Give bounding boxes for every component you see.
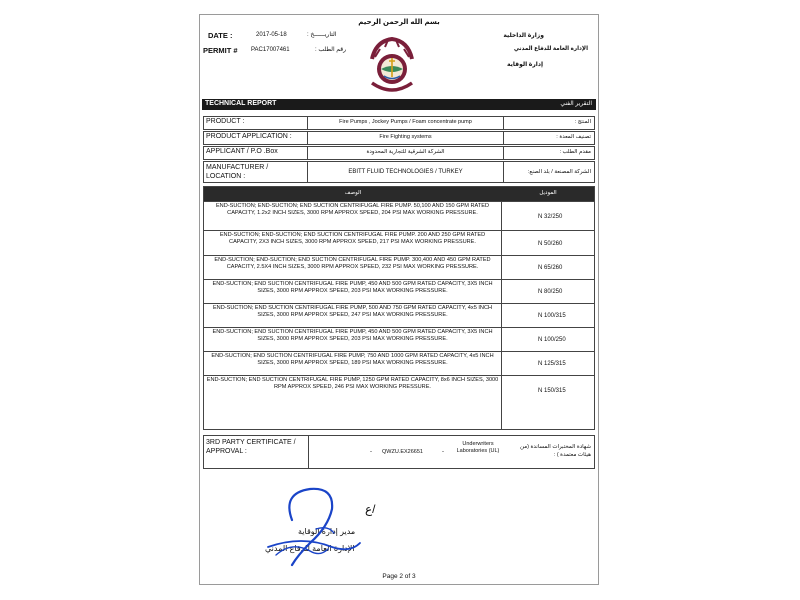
row-description: END-SUCTION; END-SUCTION; END SUCTION CENTRIFUGAL FIRE PUMP. 50,100 AND 150 GPM RATED CAPACITY, 1.2x2 INCH SIZES, 3000 RPM APPROX SPEED, 204 PSI MAX WORKING PRESSURE. bbox=[204, 202, 502, 231]
row-model: N 32/250 bbox=[538, 213, 563, 220]
table-row bbox=[204, 375, 594, 430]
technical-report-bar bbox=[202, 99, 596, 110]
row-description: END-SUCTION; END-SUCTION; END SUCTION CENTRIFUGAL FIRE PUMP. 300,400 AND 450 GPM RATED CAPACITY, 2.5X4 INCH SIZES, 3000 RPM APPROX SPEED, 232 PSI MAX WORKING PRESSURE. bbox=[204, 256, 502, 280]
third-party-label-ar: شهادة المختبرات المساندة (من هيئات معتمدة ) : bbox=[520, 444, 591, 458]
row-description: END-SUCTION; END SUCTION CENTRIFUGAL FIRE PUMP, 750 AND 1000 GPM RATED CAPACITY, 4x5 INCH SIZES, 3000 RPM APPROX SPEED, 189 PSI MAX WORKING PRESSURE. bbox=[204, 352, 502, 376]
info-label: PRODUCT : bbox=[204, 117, 308, 129]
table-row bbox=[204, 230, 594, 256]
page-number: Page 2 of 3 bbox=[382, 573, 416, 580]
info-value: Fire Pumps , Jockey Pumps / Foam concentrate pump bbox=[308, 117, 504, 129]
third-party-label: 3RD PARTY CERTIFICATE / APPROVAL : bbox=[206, 439, 296, 455]
dash: - bbox=[370, 449, 372, 455]
info-value: EBITT FLUID TECHNOLOGIES / TURKEY bbox=[308, 162, 504, 182]
products-table-header bbox=[204, 187, 594, 201]
ministry-line-2: الإدارة العامة للدفاع المدني bbox=[513, 46, 588, 52]
description-header: الوصف bbox=[344, 190, 362, 196]
row-model: N 100/315 bbox=[538, 313, 566, 319]
qatar-moi-logo bbox=[366, 27, 418, 97]
dash: - bbox=[442, 449, 444, 455]
info-label: APPLICANT / P.O .Box bbox=[204, 147, 308, 159]
row-model: N 65/260 bbox=[538, 265, 563, 271]
ministry-line-1: وزارة الداخلية bbox=[503, 33, 544, 39]
info-row-application bbox=[203, 131, 595, 145]
row-model: N 150/315 bbox=[538, 388, 566, 394]
date-label-ar: : التاريــــــخ bbox=[307, 32, 337, 38]
third-party-divider bbox=[308, 436, 309, 468]
permit-value: PAC17007461 bbox=[251, 47, 290, 53]
info-row-applicant bbox=[203, 146, 595, 160]
table-row bbox=[204, 327, 594, 352]
info-row-product bbox=[203, 116, 595, 130]
row-description: END-SUCTION; END SUCTION CENTRIFUGAL FIRE PUMP, 450 AND 500 GPM RATED CAPACITY, 3X5 INCH SIZES, 3000 RPM APPROX SPEED, 203 PSI MAX WORKING PRESSURE. bbox=[204, 280, 502, 304]
certificate-issuer: Underwriters Laboratories (UL) bbox=[456, 441, 500, 454]
model-header: الموديل bbox=[539, 190, 557, 196]
signatory-title: مدير إدارة الوقاية bbox=[298, 527, 356, 536]
table-row bbox=[204, 201, 594, 231]
row-description: END-SUCTION; END SUCTION CENTRIFUGAL FIRE PUMP, 500 AND 750 GPM RATED CAPACITY, 4x5 INCH SIZES, 3000 RPM APPROX SPEED, 247 PSI MAX WORKING PRESSURE. bbox=[204, 304, 502, 328]
row-model: N 80/250 bbox=[538, 289, 563, 295]
info-value: Fire Fighting systems bbox=[308, 132, 504, 144]
products-table bbox=[203, 186, 595, 430]
signature-mark: ع/ bbox=[365, 502, 376, 516]
info-row-manufacturer bbox=[203, 161, 595, 183]
info-label-ar: تصنيف المعدة : bbox=[556, 134, 591, 140]
info-label-ar: الشركة المصنعة / بلد الصنع: bbox=[527, 169, 591, 175]
permit-label: PERMIT # bbox=[203, 46, 238, 55]
document-page bbox=[199, 14, 599, 585]
table-row bbox=[204, 279, 594, 304]
info-label-ar: مقدم الطلب : bbox=[559, 149, 591, 155]
row-description: END-SUCTION; END SUCTION CENTRIFUGAL FIRE PUMP, 1250 GPM RATED CAPACITY, 8x6 INCH SIZES, 3000 RPM APPROX SPEED, 246 PSI MAX WORKING PRESSURE. bbox=[204, 376, 502, 430]
ministry-line-3: إدارة الوقاية bbox=[507, 62, 543, 68]
date-value: 2017-05-18 bbox=[256, 32, 287, 38]
signatory-department: الإدارة العامة للدفاع المدني bbox=[265, 544, 355, 553]
table-row bbox=[204, 351, 594, 376]
bismillah: بسم الله الرحمن الرحيم bbox=[358, 19, 440, 26]
info-value: الشركة الشرقية للتجارية المحدودة bbox=[308, 147, 504, 159]
technical-report-title: TECHNICAL REPORT bbox=[205, 100, 277, 107]
info-label: MANUFACTURER / LOCATION : bbox=[204, 162, 308, 182]
row-description: END-SUCTION; END-SUCTION; END SUCTION CENTRIFUGAL FIRE PUMP. 200 AND 250 GPM RATED CAPACITY, 2X3 INCH SIZES, 3000 RPM APPROX SPEED, 217 PSI MAX WORKING PRESSURE. bbox=[204, 231, 502, 256]
row-description: END-SUCTION; END SUCTION CENTRIFUGAL FIRE PUMP, 450 AND 500 GPM RATED CAPACITY, 3X5 INCH SIZES, 3000 RPM APPROX SPEED, 203 PSI MAX WORKING PRESSURE. bbox=[204, 328, 502, 352]
third-party-row bbox=[203, 435, 595, 469]
handwritten-signature bbox=[262, 485, 362, 575]
certificate-number: QWZU.EX26651 bbox=[382, 449, 423, 455]
table-row bbox=[204, 303, 594, 328]
row-model: N 50/260 bbox=[538, 240, 563, 247]
technical-report-title-ar: التقرير الفني bbox=[560, 101, 592, 107]
permit-label-ar: : رقم الطلب bbox=[315, 47, 347, 53]
info-label: PRODUCT APPLICATION : bbox=[204, 132, 308, 144]
date-label: DATE : bbox=[208, 31, 233, 40]
info-label-ar: المنتج : bbox=[574, 119, 591, 125]
table-row bbox=[204, 255, 594, 280]
row-model: N 125/315 bbox=[538, 361, 566, 367]
row-model: N 100/250 bbox=[538, 337, 566, 343]
